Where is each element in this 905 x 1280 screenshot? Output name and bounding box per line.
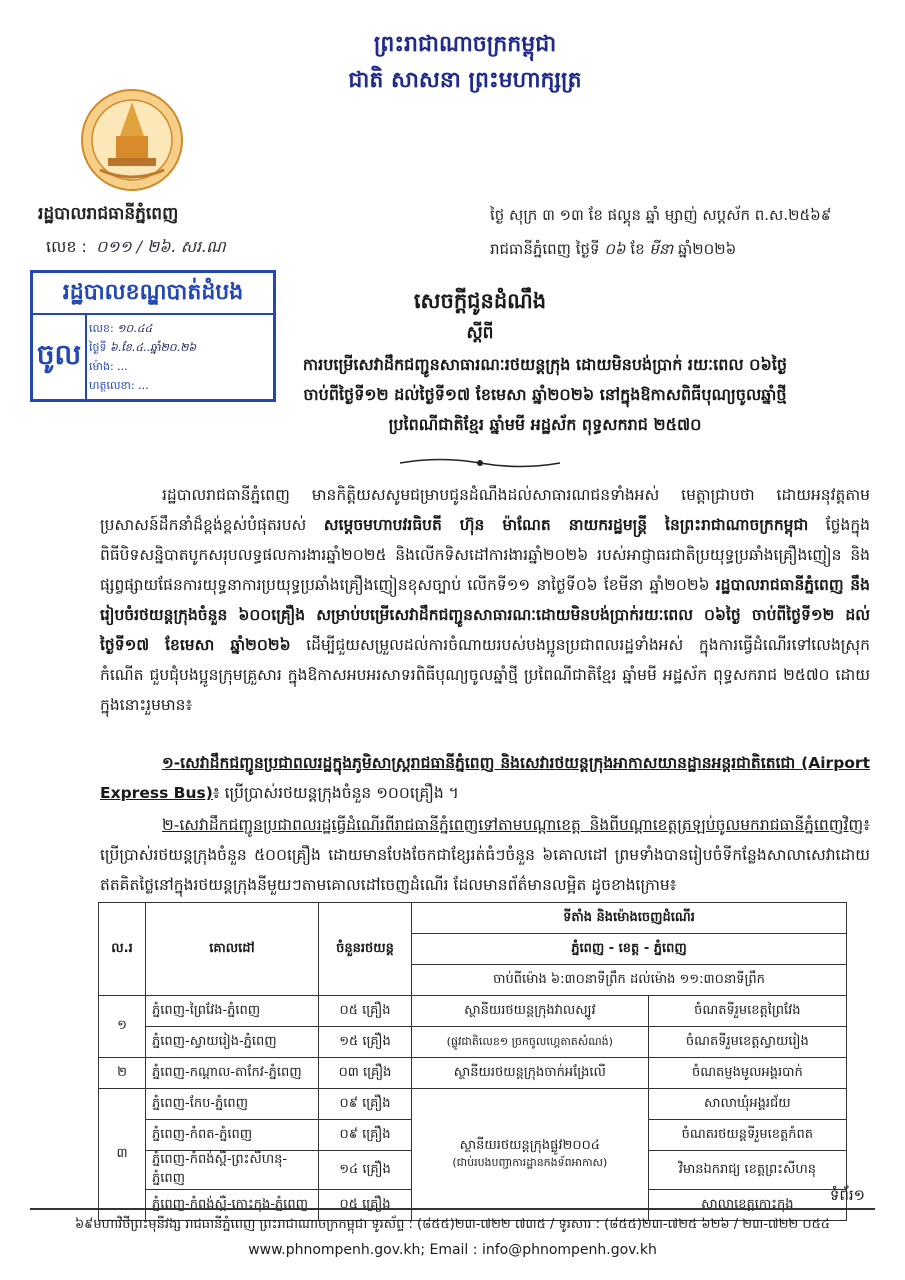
row-route: ភ្នំពេញ-កំពង់ស្ពឺ-ព្រះសីហនុ-ភ្នំពេញ: [146, 1151, 319, 1190]
col-place-header: ទីតាំង និងម៉ោងចេញដំណើរ: [412, 903, 847, 934]
body-text-d: ដើម្បីជួយសម្រួលដល់ការចំណាយរបស់បងប្អូនប្រជាពលរដ្ឋទាំងអស់ ក្នុងការធ្វើដំណើរទៅលេងស្រុកកំណើត ជួបជុំបងប្អូនក្រុមគ្រួសារ ក្នុងឱកាសអបអរសាទរពិធីបុណ្យចូលឆ្នាំថ្មី ប្រពៃណីជាតិខ្មែរ ឆ្នាំមមី អដ្ឋស័ក ពុទ្ធសករាជ ២៥៧០ ដោយក្នុងនោះរួមមាន៖: [100, 636, 870, 714]
body-paragraph: [100, 480, 870, 720]
service-item-1: [100, 748, 870, 808]
stamp-fields: [89, 319, 196, 395]
row-origin: ស្ថានីយរថយន្តក្រុងចាក់អង្រែលើ: [412, 1058, 649, 1089]
footer-web: www.phnompenh.gov.kh; Email : info@phnompenh.gov.kh: [248, 1242, 657, 1258]
city-day: ០៦: [604, 240, 626, 258]
page-number: ទំព័រ១: [829, 1186, 865, 1204]
time-subheader: ចាប់ពីម៉ោង ៦:៣០នាទីព្រឹក ដល់ម៉ោង ១១:៣០នាទីព្រឹក: [412, 965, 847, 996]
month-label: ខែ: [630, 240, 645, 258]
row-route: ភ្នំពេញ-កំពត-ភ្នំពេញ: [146, 1120, 319, 1151]
row-count: ០៥ គ្រឿង: [319, 996, 412, 1027]
table-row: [99, 996, 847, 1027]
row-count: ០៥ គ្រឿង: [319, 1190, 412, 1221]
stamp-receiver-label: ហត្ថលេខា:: [89, 379, 139, 392]
col-count-header: ចំនួនរថយន្ត: [319, 903, 412, 996]
item2-heading: ២-សេវាដឹកជញ្ជូនប្រជាពលរដ្ឋធ្វើដំណើរពីរាជធានីភ្នំពេញទៅតាមបណ្តាខេត្ត និងពីបណ្តាខេត្តត្រឡប់ចូលមករាជធានីភ្នំពេញវិញ: [162, 816, 864, 834]
city-year: ឆ្នាំ២០២៦: [678, 240, 737, 258]
row-dest: ចំណតម្ញងមូលអង្គរបាក់: [648, 1058, 846, 1089]
reference-label: លេខ :: [46, 237, 87, 256]
stamp-no-value: ១០.៤៤: [117, 322, 153, 335]
city-month: មីនា: [649, 240, 674, 258]
stamp-receiver-value: ...: [138, 379, 149, 392]
footer-divider: [30, 1208, 875, 1210]
subject-line-3: ប្រពៃណីជាតិខ្មែរ ឆ្នាំមមី អដ្ឋស័ក ពុទ្ធសករាជ ២៥៧០: [388, 415, 702, 434]
row-no: ១: [99, 996, 146, 1058]
row-count: ០៩ គ្រឿង: [319, 1089, 412, 1120]
stamp-date-value: ៦.ខែ.៤..ឆ្នាំ២០.២៦: [109, 341, 197, 354]
routes-table: [98, 902, 847, 1221]
row-count: ០៩ គ្រឿង: [319, 1120, 412, 1151]
stamp-no-label: លេខ:: [89, 322, 118, 335]
stamp-date-label: ថ្ងៃទី: [89, 341, 110, 354]
row-route: ភ្នំពេញ-ព្រៃវែង-ភ្នំពេញ: [146, 996, 319, 1027]
footer-address: ៦៩មហាវិថីព្រះមុនីវង្ស រាជធានីភ្នំពេញ ព្រះរាជាណាចក្រកម្ពុជា ទូរស័ព្ទ : (៨៥៥)២៣-៧២២ ៧៣៥ / ទូរសារ : (៨៥៥)២៣-៧២៥ ៦២៦ / ២៣-៧២២ ០៥៤: [74, 1217, 831, 1232]
stamp-title: រដ្ឋបាលខណ្ឌបាត់ដំបង: [33, 273, 273, 315]
row-dest: សាលាខេត្តកោះកុង: [648, 1190, 846, 1221]
service-item-2: [100, 810, 870, 900]
row-origin-group: [412, 1089, 649, 1221]
kingdom-heading: ព្រះរាជាណាចក្រកម្ពុជា: [373, 31, 557, 57]
row-count: ០៣ គ្រឿង: [319, 1058, 412, 1089]
lunar-date: ថ្ងៃ សុក្រ ៣ ១៣ ខែ ផល្គុន ឆ្នាំ ម្សាញ់ សប្តស័ក ព.ស.២៥៦៩: [490, 206, 832, 224]
body-text-c: រដ្ឋបាលរាជធានីភ្នំពេញ នឹងរៀបចំរថយន្តក្រុងចំនួន ៦០០គ្រឿង សម្រាប់បម្រើសេវាដឹកជញ្ជូនសាធារណៈដោយមិនបង់ប្រាក់រយៈពេល ០៦ថ្ងៃ ចាប់ពីថ្ងៃទី១២ ដល់ថ្ងៃទី១៧ ខែមេសា ឆ្នាំ២០២៦: [100, 576, 870, 654]
table-row: [99, 1027, 847, 1058]
item1-detail: ៖ ប្រើប្រាស់រថយន្តក្រុងចំនួន ១០០គ្រឿង ។: [212, 784, 459, 802]
reference-number: [46, 236, 226, 260]
row-dest: ចំណតទីរួមខេត្តព្រៃវែង: [648, 996, 846, 1027]
row-origin-note: (ផ្លូវជាតិលេខ១ ច្រកចូលហ្គេតាតសំណង់): [412, 1027, 649, 1058]
col-no-header: ល.រ: [99, 903, 146, 996]
direction-subheader: ភ្នំពេញ - ខេត្ត - ភ្នំពេញ: [412, 934, 847, 965]
divider-ornament-icon: [395, 456, 565, 470]
body-leader-name: សម្តេចមហាបវរធិបតី ហ៊ុន ម៉ាណែត នាយករដ្ឋមន្ត្រី នៃព្រះរាជាណាចក្រកម្ពុជា: [323, 516, 809, 534]
item2-detail: ៖ ប្រើប្រាស់រថយន្តក្រុងចំនួន ៥០០គ្រឿង ដោយមានបែងចែកជាខ្សែរត់ធំៗចំនួន ៦គោលដៅ ព្រមទាំងបានរៀបចំទីកន្លែងសាលាសេវាដោយឥតគិតថ្លៃនៅក្នុងរថយន្តក្រុងនីមួយៗតាមគោលដៅចេញដំណើរ ដែលមានព័ត៌មានលម្អិត ដូចខាងក្រោម៖: [100, 816, 870, 894]
table-row: [99, 1089, 847, 1120]
subject-line-2: ចាប់ពីថ្ងៃទី១២ ដល់ថ្ងៃទី១៧ ខែមេសា ឆ្នាំ២០២៦ នៅក្នុងឱកាសពិធីបុណ្យចូលឆ្នាំថ្មី: [303, 385, 787, 404]
table-row: [99, 1058, 847, 1089]
stamp-time-label: ម៉ោង:: [89, 360, 118, 373]
col-route-header: គោលដៅ: [146, 903, 319, 996]
notice-about: ស្តីពី: [466, 323, 494, 343]
row-count: ១៤ គ្រឿង: [319, 1151, 412, 1190]
received-stamp: [30, 270, 276, 402]
row-route: ភ្នំពេញ-កែប-ភ្នំពេញ: [146, 1089, 319, 1120]
row-origin-note: (ជាប់របងបញ្ជាការដ្ឋានកងទ័ពអាកាស): [452, 1156, 608, 1169]
body-text-a: រដ្ឋបាលរាជធានីភ្នំពេញ មានកិត្តិយសសូមជម្រាបជូនដំណឹងដល់សាធារណជនទាំងអស់ មេត្តាជ្រាបថា ដោយអនុវត្តតាមប្រសាសន៍ដឹកនាំដ៏ខ្ពង់ខ្ពស់បំផុតរបស់: [100, 486, 870, 534]
city-date: [490, 240, 867, 262]
row-dest: សាលាឃុំអង្គរជ័យ: [648, 1089, 846, 1120]
body-text-b: ថ្លែងក្នុងពិធីបិទសន្និបាតបូកសរុបលទ្ធផលការងារឆ្នាំ២០២៥ និងលើកទិសដៅការងារឆ្នាំ២០២៦ របស់អាជ្ញាធរជាតិប្រយុទ្ធប្រឆាំងគ្រឿងញៀន និងផ្សព្វផ្សាយផែនការយុទ្ធនាការប្រយុទ្ធប្រឆាំងគ្រឿងញៀនខុសច្បាប់ លើកទី១១ នាថ្ងៃទី០៦ ខែមីនា ឆ្នាំ២០២៦: [100, 516, 871, 594]
motto-heading: ជាតិ សាសនា ព្រះមហាក្សត្រ: [348, 67, 582, 93]
row-origin: ស្ថានីយរថយន្តក្រុងផ្លូវ២០០៤: [459, 1138, 600, 1153]
row-dest: ចំណតរថយន្តទីរួមខេត្តកំពត: [648, 1120, 846, 1151]
item1-heading: ១-សេវាដឹកជញ្ជូនប្រជាពលរដ្ឋក្នុងភូមិសាស្ត្ររាជធានីភ្នំពេញ និងសេវារថយន្តក្រុងអាកាសយានដ្ឋានអន្តរជាតិតេជោ (Airport Express Bus): [100, 754, 870, 802]
notice-title: សេចក្តីជូនដំណឹង: [413, 289, 547, 313]
row-origin: ស្ថានីយរថយន្តក្រុងវាលស្បូវ: [412, 996, 649, 1027]
stamp-time-value: ...: [117, 360, 128, 373]
row-dest: ចំណតទីរួមខេត្តស្វាយរៀង: [648, 1027, 846, 1058]
row-count: ១៥ គ្រឿង: [319, 1027, 412, 1058]
row-no: ៣: [99, 1089, 146, 1221]
row-no: ២: [99, 1058, 146, 1089]
notice-subject: [250, 350, 840, 440]
row-route: ភ្នំពេញ-កណ្តាល-តាកែវ-ភ្នំពេញ: [146, 1058, 319, 1089]
city-date-prefix: រាជធានីភ្នំពេញ ថ្ងៃទី: [490, 240, 600, 258]
subject-line-1: ការបម្រើសេវាដឹកជញ្ជូនសាធារណៈរថយន្តក្រុង ដោយមិនបង់ប្រាក់ រយៈពេល ០៦ថ្ងៃ: [302, 355, 788, 374]
issuing-authority: រដ្ឋបាលរាជធានីភ្នំពេញ: [38, 204, 179, 224]
row-dest: វិមានឯករាជ្យ ខេត្តព្រះសីហនុ: [648, 1151, 846, 1190]
municipal-seal-icon: [80, 88, 184, 192]
row-route: ភ្នំពេញ-ស្វាយរៀង-ភ្នំពេញ: [146, 1027, 319, 1058]
stamp-received-label: ចូល: [33, 315, 87, 399]
reference-value: ០១១ / ២៦. សរ.ណ: [96, 237, 226, 256]
row-route: ភ្នំពេញ-កំពង់ស្ពឺ-កោះកុង-ភ្នំពេញ: [146, 1190, 319, 1221]
